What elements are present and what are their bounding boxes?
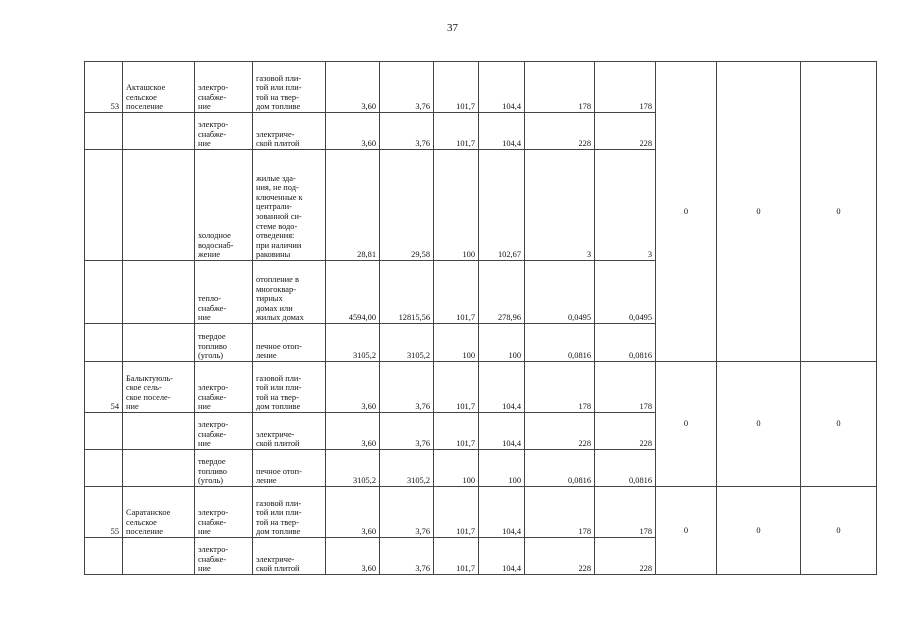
text-line: газовой пли- [256, 373, 302, 383]
description-cell [253, 487, 326, 538]
value-cell: 100 [434, 150, 479, 261]
text-line: электро- [198, 83, 229, 93]
text-line: газовой пли- [256, 73, 302, 83]
service-cell [195, 413, 253, 450]
value-cell: 0,0495 [525, 261, 595, 324]
text-line: печное отоп- [256, 341, 302, 351]
value-cell: 104,4 [479, 487, 525, 538]
value-cell: 104,4 [479, 362, 525, 413]
text-line: сельское [126, 92, 157, 102]
text-line: (уголь) [198, 351, 224, 361]
service-cell [195, 487, 253, 538]
table-row [85, 487, 877, 538]
text-line: электриче- [256, 429, 295, 439]
value-cell: 228 [525, 113, 595, 150]
value-cell: 3,60 [326, 62, 380, 113]
text-line: ское поселе- [126, 392, 171, 402]
text-line: Акташское [126, 83, 166, 93]
text-line: снабже- [198, 129, 227, 139]
value-cell: 3,60 [326, 113, 380, 150]
value-cell: 101,7 [434, 113, 479, 150]
text-line: холодное [198, 231, 231, 241]
service-cell [195, 324, 253, 362]
value-cell: 101,7 [434, 413, 479, 450]
text-line: ское сель- [126, 383, 162, 393]
text-line: отведения: [256, 231, 295, 241]
service-cell [195, 150, 253, 261]
tariff-table [84, 61, 877, 575]
extra-value-cell: 0 [717, 487, 801, 575]
row-number-cell [85, 113, 123, 150]
value-cell: 3105,2 [380, 450, 434, 487]
extra-value-cell: 0 [801, 487, 877, 575]
text-line: снабже- [198, 429, 227, 439]
value-cell: 0,0816 [525, 324, 595, 362]
text-line: поселение [126, 102, 163, 112]
value-cell: 178 [525, 362, 595, 413]
service-cell [195, 261, 253, 324]
value-cell: 12815,56 [380, 261, 434, 324]
value-cell: 3 [595, 150, 656, 261]
text-line: дом топливе [256, 102, 301, 112]
row-number-cell [85, 413, 123, 450]
value-cell: 3 [525, 150, 595, 261]
text-line: ние [198, 139, 211, 149]
description-cell [253, 413, 326, 450]
text-line: той или пли- [256, 383, 302, 393]
text-line: печное отоп- [256, 466, 302, 476]
service-cell [195, 538, 253, 575]
value-cell: 101,7 [434, 362, 479, 413]
settlement-name-cell [123, 413, 195, 450]
value-cell: 228 [525, 413, 595, 450]
value-cell: 3105,2 [326, 450, 380, 487]
text-line: зованной си- [256, 212, 302, 222]
extra-value-cell: 0 [801, 362, 877, 487]
value-cell: 0,0495 [595, 261, 656, 324]
text-line: Саратанское [126, 508, 171, 518]
text-line: снабже- [198, 517, 227, 527]
text-line: электро- [198, 545, 229, 555]
description-cell [253, 538, 326, 575]
description-cell [253, 113, 326, 150]
text-line: ской плитой [256, 439, 300, 449]
text-line: централи- [256, 202, 292, 212]
description-cell [253, 261, 326, 324]
settlement-name-cell [123, 150, 195, 261]
value-cell: 228 [525, 538, 595, 575]
value-cell: 3,60 [326, 413, 380, 450]
text-line: отопление в [256, 275, 299, 285]
text-line: ключенные к [256, 192, 303, 202]
text-line: тепло- [198, 294, 222, 304]
text-line: электро- [198, 420, 229, 430]
settlement-name-cell [123, 362, 195, 413]
value-cell: 104,4 [479, 113, 525, 150]
text-line: ние [198, 527, 211, 537]
text-line: ние [198, 564, 211, 574]
value-cell: 3,60 [326, 538, 380, 575]
value-cell: 104,4 [479, 62, 525, 113]
extra-value-cell: 0 [717, 62, 801, 362]
value-cell: 100 [479, 324, 525, 362]
text-line: ния, не под- [256, 183, 299, 193]
value-cell: 104,4 [479, 538, 525, 575]
text-line: топливо [198, 341, 227, 351]
value-cell: 3,76 [380, 113, 434, 150]
value-cell: 100 [434, 324, 479, 362]
text-line: многоквар- [256, 284, 296, 294]
extra-value-cell: 0 [717, 362, 801, 487]
value-cell: 178 [595, 362, 656, 413]
settlement-name-cell [123, 487, 195, 538]
text-line: домах или [256, 303, 293, 313]
text-line: ской плитой [256, 139, 300, 149]
row-number-cell [85, 261, 123, 324]
text-line: водоснаб- [198, 240, 234, 250]
settlement-name-cell [123, 62, 195, 113]
value-cell: 101,7 [434, 62, 479, 113]
text-line: электро- [198, 383, 229, 393]
text-line: ние [198, 439, 211, 449]
value-cell: 178 [595, 487, 656, 538]
value-cell: 3,76 [380, 538, 434, 575]
service-cell [195, 62, 253, 113]
text-line: твердое [198, 457, 226, 467]
table-row [85, 362, 877, 413]
text-line: жилые зда- [256, 173, 296, 183]
text-line: сельское [126, 517, 157, 527]
value-cell: 3,60 [326, 487, 380, 538]
value-cell: 100 [479, 450, 525, 487]
description-cell [253, 362, 326, 413]
text-line: той или пли- [256, 83, 302, 93]
value-cell: 228 [595, 413, 656, 450]
value-cell: 178 [525, 487, 595, 538]
text-line: снабже- [198, 554, 227, 564]
row-number-cell: 53 [85, 62, 123, 113]
description-cell [253, 324, 326, 362]
value-cell: 3,60 [326, 362, 380, 413]
extra-value-cell: 0 [656, 62, 717, 362]
text-line: дом топливе [256, 402, 301, 412]
value-cell: 278,96 [479, 261, 525, 324]
value-cell: 101,7 [434, 538, 479, 575]
row-number-cell [85, 450, 123, 487]
text-line: электро- [198, 508, 229, 518]
row-number-cell [85, 538, 123, 575]
service-cell [195, 113, 253, 150]
text-line: ние [126, 402, 139, 412]
text-line: при наличии [256, 240, 302, 250]
text-line: поселение [126, 527, 163, 537]
value-cell: 104,4 [479, 413, 525, 450]
extra-value-cell: 0 [656, 487, 717, 575]
description-cell [253, 450, 326, 487]
value-cell: 0,0816 [595, 450, 656, 487]
value-cell: 0,0816 [595, 324, 656, 362]
value-cell: 178 [525, 62, 595, 113]
value-cell: 101,7 [434, 487, 479, 538]
value-cell: 100 [434, 450, 479, 487]
value-cell: 102,67 [479, 150, 525, 261]
text-line: той на твер- [256, 517, 299, 527]
text-line: снабже- [198, 303, 227, 313]
row-number-cell [85, 324, 123, 362]
text-line: ние [198, 313, 211, 323]
text-line: ление [256, 351, 277, 361]
text-line: раковины [256, 250, 291, 260]
text-line: электриче- [256, 129, 295, 139]
value-cell: 28,81 [326, 150, 380, 261]
text-line: Балыктуюль- [126, 373, 173, 383]
text-line: той на твер- [256, 392, 299, 402]
row-number-cell [85, 150, 123, 261]
value-cell: 101,7 [434, 261, 479, 324]
extra-value-cell: 0 [656, 362, 717, 487]
text-line: снабже- [198, 392, 227, 402]
table-row [85, 62, 877, 113]
text-line: топливо [198, 466, 227, 476]
text-line: (уголь) [198, 476, 224, 486]
description-cell [253, 62, 326, 113]
value-cell: 3,76 [380, 413, 434, 450]
text-line: той на твер- [256, 92, 299, 102]
text-line: дом топливе [256, 527, 301, 537]
service-cell [195, 362, 253, 413]
value-cell: 3105,2 [380, 324, 434, 362]
row-number-cell: 55 [85, 487, 123, 538]
settlement-name-cell [123, 450, 195, 487]
text-line: жилых домах [256, 313, 304, 323]
value-cell: 3,76 [380, 362, 434, 413]
text-line: газовой пли- [256, 498, 302, 508]
value-cell: 29,58 [380, 150, 434, 261]
text-line: стеме водо- [256, 221, 298, 231]
text-line: жение [198, 250, 221, 260]
text-line: ление [256, 476, 277, 486]
value-cell: 0,0816 [525, 450, 595, 487]
settlement-name-cell [123, 324, 195, 362]
value-cell: 228 [595, 113, 656, 150]
service-cell [195, 450, 253, 487]
settlement-name-cell [123, 538, 195, 575]
value-cell: 228 [595, 538, 656, 575]
text-line: твердое [198, 332, 226, 342]
text-line: ние [198, 402, 211, 412]
text-line: ской плитой [256, 564, 300, 574]
settlement-name-cell [123, 261, 195, 324]
text-line: той или пли- [256, 508, 302, 518]
text-line: электро- [198, 120, 229, 130]
value-cell: 3,76 [380, 62, 434, 113]
description-cell [253, 150, 326, 261]
value-cell: 178 [595, 62, 656, 113]
text-line: снабже- [198, 92, 227, 102]
text-line: электриче- [256, 554, 295, 564]
text-line: тирных [256, 294, 283, 304]
value-cell: 3,76 [380, 487, 434, 538]
extra-value-cell: 0 [801, 62, 877, 362]
value-cell: 4594,00 [326, 261, 380, 324]
text-line: ние [198, 102, 211, 112]
settlement-name-cell [123, 113, 195, 150]
row-number-cell: 54 [85, 362, 123, 413]
value-cell: 3105,2 [326, 324, 380, 362]
page-number: 37 [447, 22, 458, 34]
